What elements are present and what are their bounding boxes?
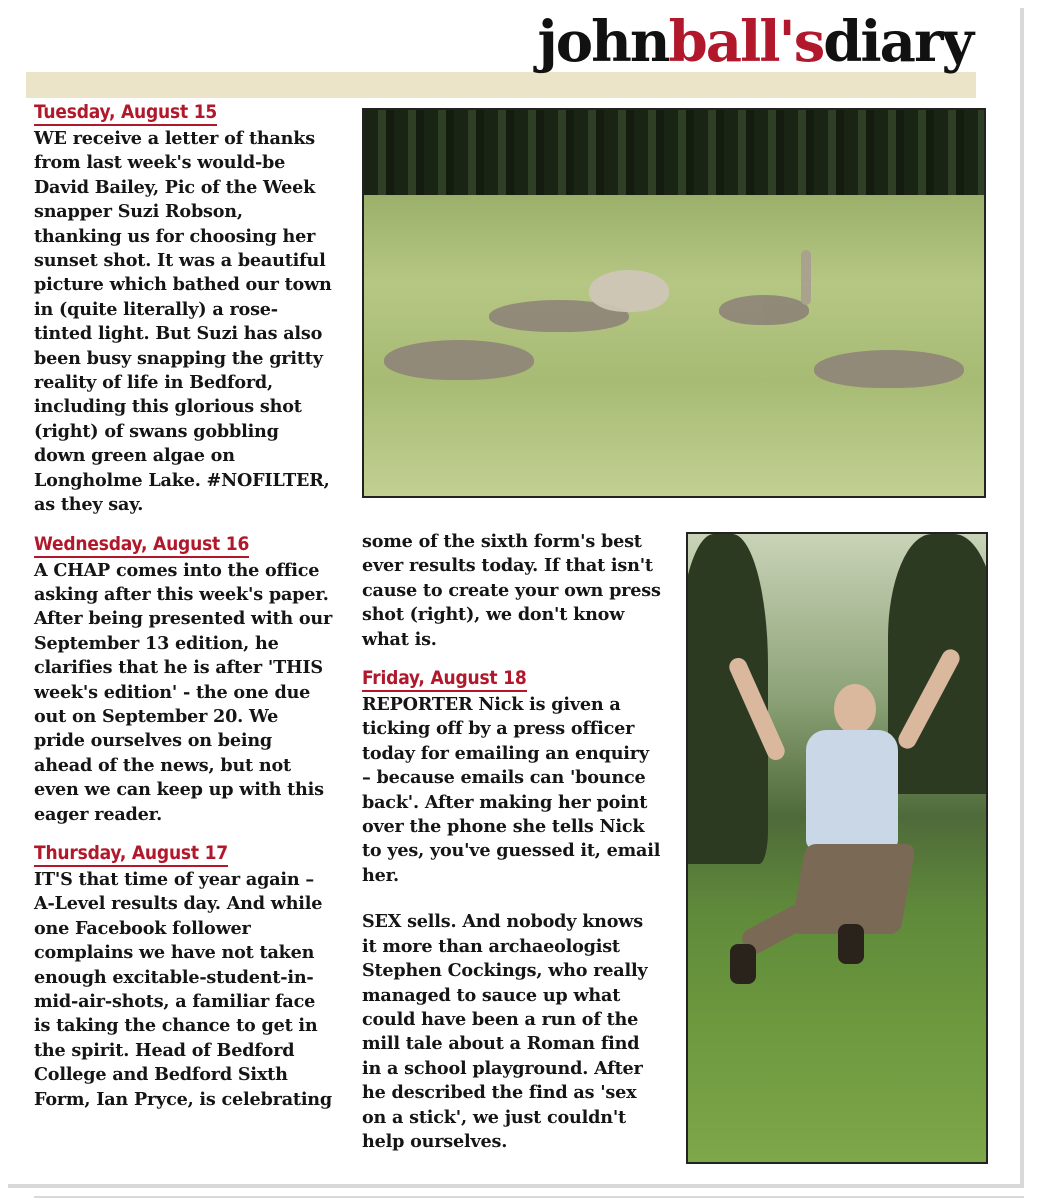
entry-text: A CHAP comes into the office asking after this week's paper. After being presented with our September 13 edition, he clarifies that he is after 'THIS week's edition' - the one due out on September 20. We pride ourselves on being ahead of the news, but not even we can keep up with this eager reader. xyxy=(34,559,333,825)
entry-text: IT'S that time of year again – A-Level results day. And while one Facebook follower complains we have not taken enough excitable-student-in-mid-air-shots, a familiar face is taking the chance to get in the spirit. Head of Bedford College and Bedford Sixth Form, Ian Pryce, is celebrating xyxy=(34,868,332,1110)
swan-shape xyxy=(589,270,669,312)
entry-continued xyxy=(362,530,662,652)
bottom-rule xyxy=(34,1196,1024,1198)
entry-text: REPORTER Nick is given a ticking off by a press officer today for emailing an enquiry – because emails can 'bounce back'. After making her point over the phone she tells Nick to yes, you've guessed it, email her. xyxy=(362,694,661,886)
day-heading: Thursday, August 17 xyxy=(34,841,228,867)
entry-friday xyxy=(362,666,662,888)
person-shoe xyxy=(838,924,864,964)
column-middle xyxy=(362,530,662,1168)
masthead-diary: diary xyxy=(823,9,972,75)
swan-shape xyxy=(814,350,964,388)
person-shoe xyxy=(730,944,756,984)
day-heading: Tuesday, August 15 xyxy=(34,100,217,126)
photo-trees xyxy=(364,110,984,195)
day-heading: Friday, August 18 xyxy=(362,666,527,692)
swan-shape xyxy=(384,340,534,380)
day-heading: Wednesday, August 16 xyxy=(34,532,249,558)
swan-shape xyxy=(719,295,809,325)
entry-text: SEX sells. And nobody knows it more than archaeologist Stephen Cockings, who really managed to sauce up what could have been a run of the mill tale about a Roman find in a school playground. After he described the find as 'sex on a stick', we just couldn't help ourselves. xyxy=(362,911,648,1152)
title-strip xyxy=(26,72,976,98)
masthead xyxy=(526,9,984,75)
entry-wednesday xyxy=(34,532,334,827)
person-head xyxy=(834,684,876,734)
masthead-john: john xyxy=(537,9,669,75)
masthead-ball: ball's xyxy=(668,9,824,75)
entry-text: WE receive a letter of thanks from last week's would-be David Bailey, Pic of the Week snapper Suzi Robson, thanking us for choosing her sunset shot. It was a beautiful picture which bathed our town in (quite literally) a rose-tinted light. But Suzi has also been busy snapping the gritty reality of life in Bedford, including this glorious shot (right) of swans gobbling down green algae on Longholme Lake. #NOFILTER, as they say. xyxy=(34,128,332,516)
swans-photo xyxy=(362,108,986,498)
jumping-photo xyxy=(686,532,988,1164)
entry-thursday xyxy=(34,841,334,1112)
person-shirt xyxy=(806,730,898,850)
entry-text: some of the sixth form's best ever results today. If that isn't cause to create your own press shot (right), we don't know what is. xyxy=(362,531,661,650)
entry-tuesday xyxy=(34,100,334,518)
entry-sex-sells xyxy=(362,910,662,1154)
column-left xyxy=(34,100,334,1126)
